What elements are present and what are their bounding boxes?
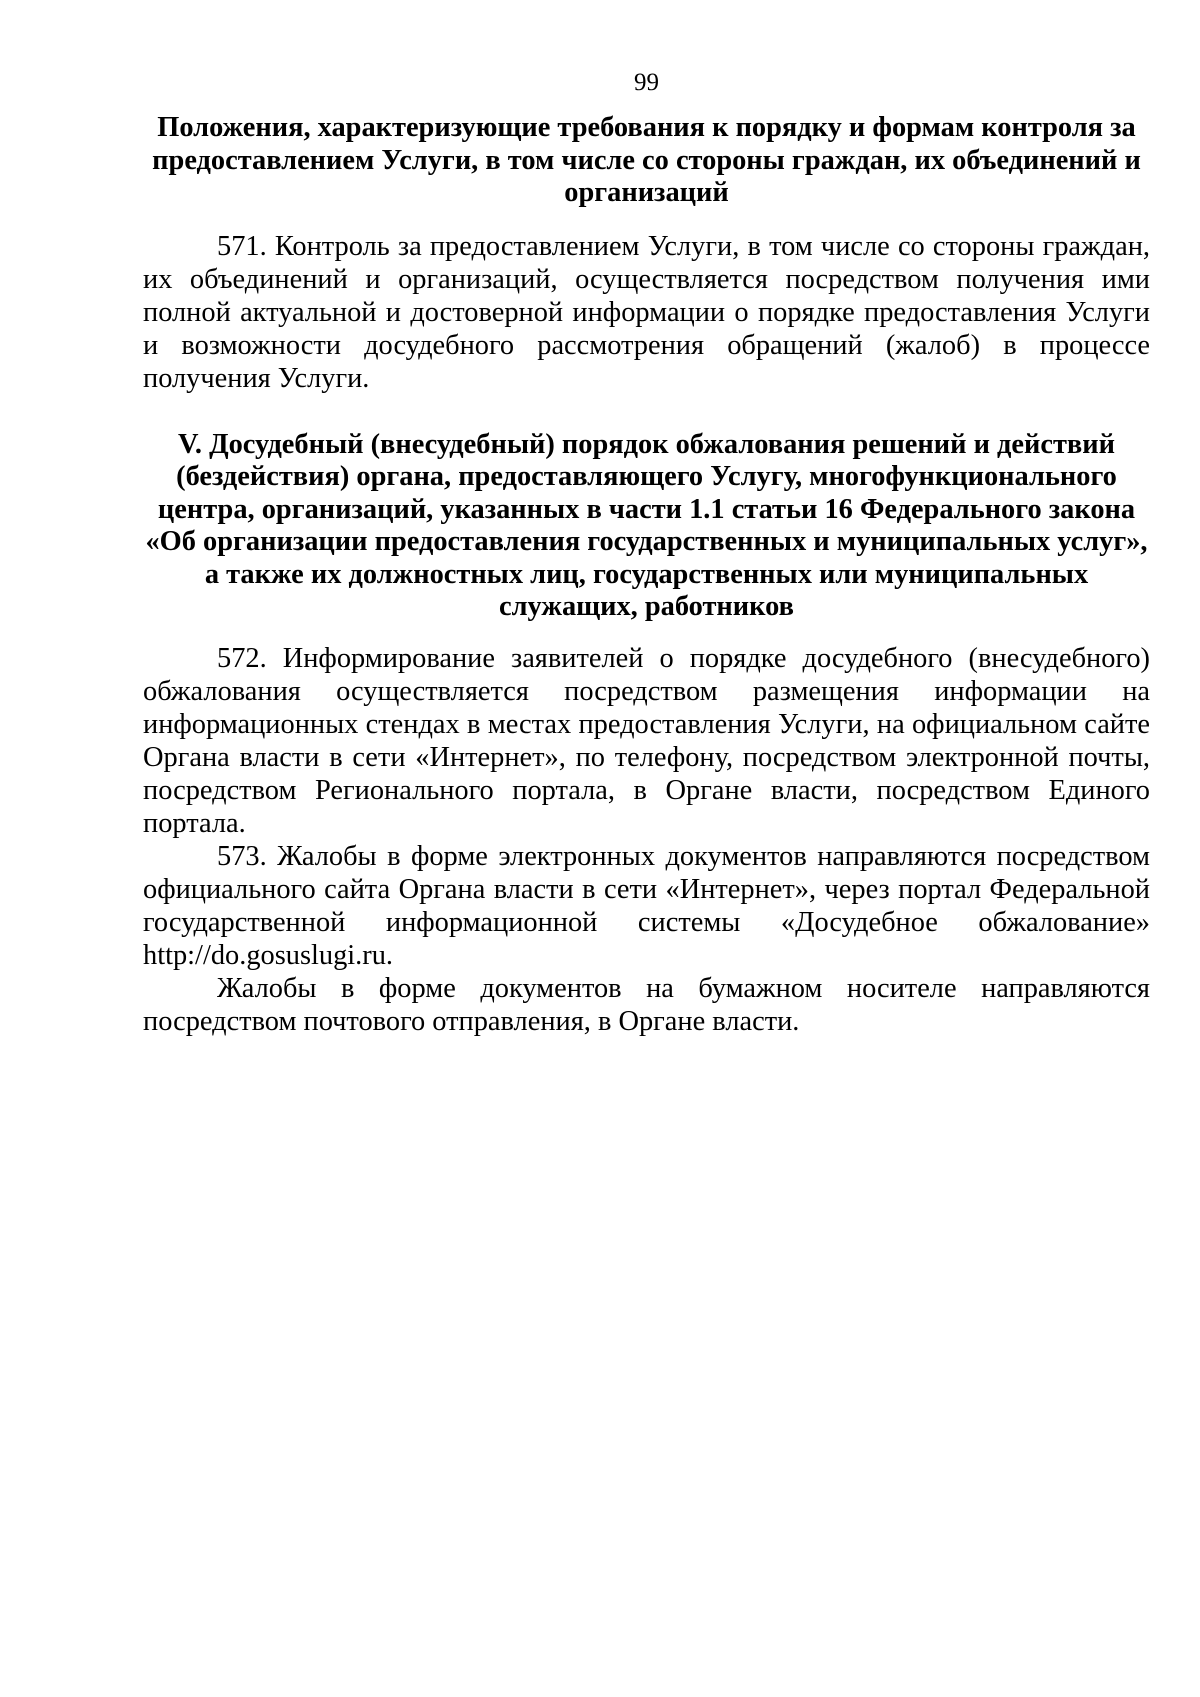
document-page [143, 68, 1150, 1038]
page-number: 99 [634, 69, 659, 96]
section-heading-appeal: V. Досудебный (внесудебный) порядок обжалования решений и действий (бездействия) органа, предоставляющего Услугу, многофункционального центра, организаций, указанных в части 1.1 статьи 16 Федерального закона «Об организации предоставления государственных и муниципальных услуг», а также их должностных лиц, государственных или муниципальных служащих, работников [145, 428, 1148, 622]
paragraph-571: 571. Контроль за предоставлением Услуги, в том числе со стороны граждан, их объединений и организаций, осуществляется посредством получения ими полной актуальной и достоверной информации о порядке предоставления Услуги и возможности досудебного рассмотрения обращений (жалоб) в процессе получения Услуги. [143, 230, 1150, 394]
paragraph-paper-complaints: Жалобы в форме документов на бумажном носителе направляются посредством почтового отправления, в Органе власти. [143, 972, 1150, 1037]
section-heading-control: Положения, характеризующие требования к порядку и формам контроля за предоставлением Услуги, в том числе со стороны граждан, их объединений и организаций [152, 112, 1141, 208]
paragraph-572: 572. Информирование заявителей о порядке досудебного (внесудебного) обжалования осуществляется посредством размещения информации на информационных стендах в местах предоставления Услуги, на официальном сайте Органа власти в сети «Интернет», по телефону, посредством электронной почты, посредством Регионального портала, в Органе власти, посредством Единого портала. [143, 642, 1150, 839]
paragraph-573: 573. Жалобы в форме электронных документов направляются посредством официального сайта Органа власти в сети «Интернет», через портал Федеральной государственной информационной системы «Досудебное обжалование» http://do.gosuslugi.ru. [143, 840, 1150, 971]
